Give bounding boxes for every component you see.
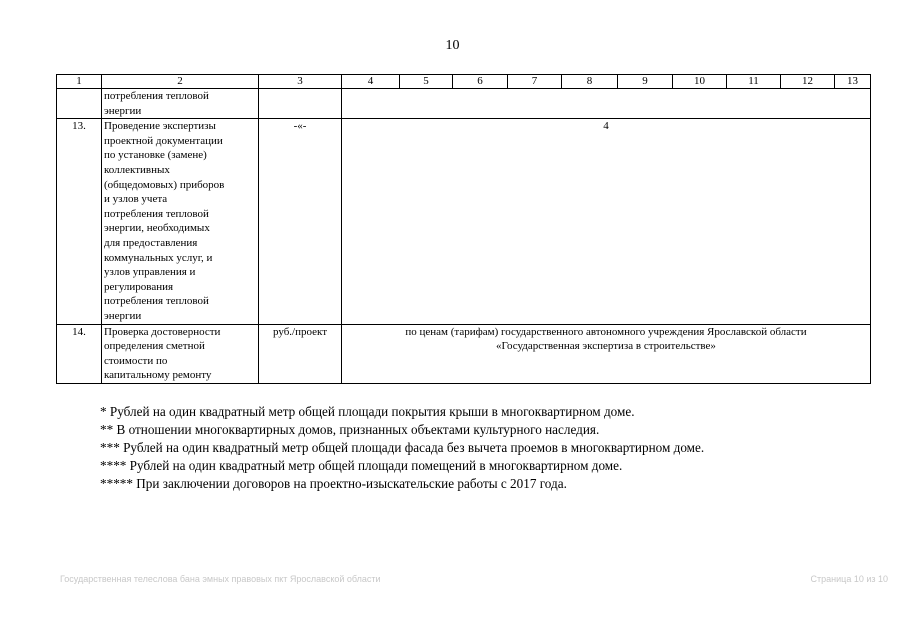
- row-name-line: энергии, необходимых: [104, 222, 210, 235]
- row-value: [342, 89, 871, 119]
- row-name-line: Проверка достоверности: [104, 325, 221, 338]
- column-header: 12: [781, 75, 835, 89]
- row-name-line: определения сметной: [104, 340, 205, 353]
- column-header: 7: [508, 75, 562, 89]
- row-name: [102, 89, 259, 119]
- column-header: 11: [727, 75, 781, 89]
- footnotes: [100, 403, 704, 493]
- footer-source: Государственная телеслова бана эмных правовых пкт Ярославской области: [60, 574, 381, 584]
- row-name-line: узлов управления и: [104, 266, 196, 279]
- footnote: * Рублей на один квадратный метр общей площади покрытия крыши в многоквартирном доме.: [100, 404, 635, 419]
- footnote: **** Рублей на один квадратный метр общей площади помещений в многоквартирном доме.: [100, 458, 623, 473]
- row-unit: -«-: [259, 119, 342, 324]
- rates-table: [56, 74, 871, 384]
- table-row: [57, 89, 871, 119]
- footer-page-count: Страница 10 из 10: [810, 574, 888, 584]
- row-number: [57, 89, 102, 119]
- table-row: [57, 119, 871, 324]
- column-header: 2: [102, 75, 259, 89]
- row-name-line: потребления тепловой: [104, 295, 209, 308]
- row-name: [102, 324, 259, 383]
- row-name-line: энергии: [104, 309, 142, 322]
- column-header: 9: [618, 75, 673, 89]
- footnote: *** Рублей на один квадратный метр общей площади фасада без вычета проемов в многоквартирном доме.: [100, 440, 705, 455]
- row-name-line: для предоставления: [104, 236, 198, 249]
- row-name: [102, 119, 259, 324]
- row-name-line: проектной документации: [104, 134, 223, 147]
- row-name-line: (общедомовых) приборов: [104, 178, 225, 191]
- table-row: [57, 324, 871, 383]
- row-value: [342, 119, 871, 324]
- row-number: 14.: [57, 324, 102, 383]
- row-name-line: регулирования: [104, 280, 174, 293]
- page-number: 10: [445, 38, 460, 53]
- row-name-line: стоимости по: [104, 354, 168, 367]
- row-name-line: капитальному ремонту: [104, 369, 212, 382]
- column-header: 6: [453, 75, 508, 89]
- row-unit: [259, 89, 342, 119]
- column-header: 10: [673, 75, 727, 89]
- row-name-line: по установке (замене): [104, 149, 207, 162]
- column-header: 5: [400, 75, 453, 89]
- column-header: 1: [57, 75, 102, 89]
- column-header: 13: [835, 75, 871, 89]
- row-name-line: энергии: [104, 104, 142, 117]
- column-header: 4: [342, 75, 400, 89]
- footnote: ***** При заключении договоров на проектно-изыскательские работы с 2017 года.: [100, 476, 567, 491]
- row-number: 13.: [57, 119, 102, 324]
- row-name-line: потребления тепловой: [104, 207, 209, 220]
- row-value: [342, 324, 871, 383]
- row-value-line: «Государственная экспертиза в строительстве»: [496, 340, 716, 353]
- row-name-line: Проведение экспертизы: [104, 120, 216, 133]
- row-name-line: и узлов учета: [104, 193, 168, 206]
- row-unit: руб./проект: [259, 324, 342, 383]
- column-header: 8: [562, 75, 618, 89]
- row-value-line: по ценам (тарифам) государственного автономного учреждения Ярославской области: [405, 325, 807, 338]
- row-value-line: 4: [603, 120, 609, 133]
- footnote: ** В отношении многоквартирных домов, признанных объектами культурного наследия.: [100, 422, 600, 437]
- row-name-line: коллективных: [104, 163, 170, 176]
- column-header: 3: [259, 75, 342, 89]
- row-name-line: коммунальных услуг, и: [104, 251, 213, 264]
- row-name-line: потребления тепловой: [104, 90, 209, 102]
- table-header-row: [57, 75, 871, 89]
